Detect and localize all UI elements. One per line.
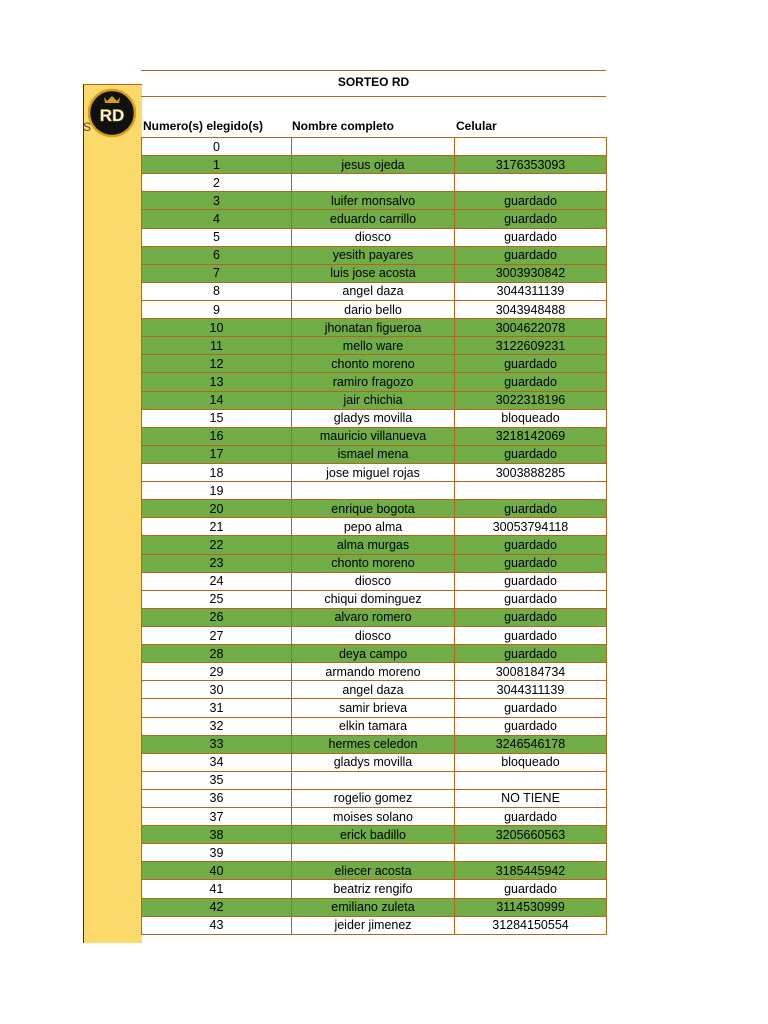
name-cell[interactable]: jhonatan figueroa <box>292 319 455 337</box>
number-cell[interactable]: 11 <box>142 337 292 355</box>
table-row <box>142 753 607 771</box>
number-cell[interactable]: 32 <box>142 717 292 735</box>
sidebar-band <box>83 84 142 943</box>
name-cell[interactable]: alma murgas <box>292 536 455 554</box>
phone-cell[interactable]: 3044311139 <box>455 282 607 300</box>
number-cell[interactable]: 36 <box>142 789 292 807</box>
table-row <box>142 246 607 264</box>
header-name: Nombre completo <box>292 119 395 133</box>
number-cell[interactable]: 39 <box>142 844 292 862</box>
table-row <box>142 138 607 156</box>
phone-cell[interactable]: 3004622078 <box>455 319 607 337</box>
number-cell[interactable]: 27 <box>142 626 292 644</box>
name-cell[interactable]: diosco <box>292 572 455 590</box>
number-cell[interactable]: 15 <box>142 409 292 427</box>
name-cell[interactable]: alvaro romero <box>292 608 455 626</box>
phone-cell[interactable] <box>455 771 607 789</box>
number-cell[interactable]: 8 <box>142 282 292 300</box>
table-row <box>142 463 607 481</box>
table-row <box>142 717 607 735</box>
table-row <box>142 500 607 518</box>
name-cell[interactable]: pepo alma <box>292 518 455 536</box>
number-cell[interactable]: 5 <box>142 228 292 246</box>
phone-cell[interactable]: guardado <box>455 808 607 826</box>
number-cell[interactable]: 10 <box>142 319 292 337</box>
name-cell[interactable]: deya campo <box>292 645 455 663</box>
table-row <box>142 409 607 427</box>
table-row <box>142 880 607 898</box>
phone-cell[interactable] <box>455 174 607 192</box>
name-cell[interactable]: rogelio gomez <box>292 789 455 807</box>
phone-cell[interactable]: 3043948488 <box>455 300 607 318</box>
number-cell[interactable]: 33 <box>142 735 292 753</box>
table-row <box>142 771 607 789</box>
phone-cell[interactable]: 3185445942 <box>455 862 607 880</box>
name-cell[interactable]: diosco <box>292 626 455 644</box>
name-cell[interactable]: chonto moreno <box>292 554 455 572</box>
number-cell[interactable]: 26 <box>142 608 292 626</box>
table-row <box>142 427 607 445</box>
name-cell[interactable]: mauricio villanueva <box>292 427 455 445</box>
table-row <box>142 826 607 844</box>
table-row <box>142 572 607 590</box>
number-cell[interactable]: 7 <box>142 264 292 282</box>
table-row <box>142 608 607 626</box>
phone-cell[interactable]: guardado <box>455 554 607 572</box>
phone-cell[interactable] <box>455 138 607 156</box>
number-cell[interactable]: 24 <box>142 572 292 590</box>
name-cell[interactable] <box>292 771 455 789</box>
number-cell[interactable]: 40 <box>142 862 292 880</box>
table-row <box>142 590 607 608</box>
phone-cell[interactable] <box>455 482 607 500</box>
name-cell[interactable] <box>292 844 455 862</box>
name-cell[interactable]: jose miguel rojas <box>292 463 455 481</box>
name-cell[interactable]: chonto moreno <box>292 355 455 373</box>
phone-cell[interactable]: 3114530999 <box>455 898 607 916</box>
number-cell[interactable]: 23 <box>142 554 292 572</box>
table-row <box>142 174 607 192</box>
name-cell[interactable]: enrique bogota <box>292 500 455 518</box>
name-cell[interactable]: elkin tamara <box>292 717 455 735</box>
number-cell[interactable]: 29 <box>142 663 292 681</box>
table-row <box>142 898 607 916</box>
table-row <box>142 663 607 681</box>
table-row <box>142 300 607 318</box>
phone-cell[interactable]: 3205660563 <box>455 826 607 844</box>
phone-cell[interactable]: guardado <box>455 228 607 246</box>
number-cell[interactable]: 2 <box>142 174 292 192</box>
name-cell[interactable]: dario bello <box>292 300 455 318</box>
table-row <box>142 916 607 934</box>
number-cell[interactable]: 16 <box>142 427 292 445</box>
table-row <box>142 735 607 753</box>
name-cell[interactable]: moises solano <box>292 808 455 826</box>
number-cell[interactable]: 28 <box>142 645 292 663</box>
name-cell[interactable]: eduardo carrillo <box>292 210 455 228</box>
phone-cell[interactable] <box>455 844 607 862</box>
table-row <box>142 645 607 663</box>
name-cell[interactable]: jesus ojeda <box>292 156 455 174</box>
number-cell[interactable]: 31 <box>142 699 292 717</box>
number-cell[interactable]: 0 <box>142 138 292 156</box>
table-row <box>142 210 607 228</box>
table-row <box>142 282 607 300</box>
name-cell[interactable]: erick badillo <box>292 826 455 844</box>
table-row <box>142 264 607 282</box>
number-cell[interactable]: 4 <box>142 210 292 228</box>
name-cell[interactable]: armando moreno <box>292 663 455 681</box>
number-cell[interactable]: 35 <box>142 771 292 789</box>
phone-cell[interactable]: guardado <box>455 590 607 608</box>
table-row <box>142 445 607 463</box>
number-cell[interactable]: 22 <box>142 536 292 554</box>
table-row <box>142 808 607 826</box>
number-cell[interactable]: 34 <box>142 753 292 771</box>
raffle-table <box>141 137 607 935</box>
number-cell[interactable]: 3 <box>142 192 292 210</box>
phone-cell[interactable]: guardado <box>455 246 607 264</box>
table-row <box>142 626 607 644</box>
number-cell[interactable]: 9 <box>142 300 292 318</box>
phone-cell[interactable]: 3218142069 <box>455 427 607 445</box>
table-row <box>142 337 607 355</box>
table-row <box>142 518 607 536</box>
number-cell[interactable]: 19 <box>142 482 292 500</box>
number-cell[interactable]: 43 <box>142 916 292 934</box>
table-row <box>142 373 607 391</box>
phone-cell[interactable]: guardado <box>455 373 607 391</box>
number-cell[interactable]: 6 <box>142 246 292 264</box>
name-cell[interactable]: jair chichia <box>292 391 455 409</box>
header-number: Numero(s) elegido(s) <box>143 119 264 133</box>
name-cell[interactable]: gladys movilla <box>292 753 455 771</box>
phone-cell[interactable]: guardado <box>455 536 607 554</box>
number-cell[interactable]: 1 <box>142 156 292 174</box>
number-cell[interactable]: 41 <box>142 880 292 898</box>
phone-cell[interactable]: 3008184734 <box>455 663 607 681</box>
table-row <box>142 844 607 862</box>
rd-logo <box>87 88 137 138</box>
name-cell[interactable]: eliecer acosta <box>292 862 455 880</box>
phone-cell[interactable]: guardado <box>455 445 607 463</box>
sheet-title-row <box>141 70 606 97</box>
name-cell[interactable]: ismael mena <box>292 445 455 463</box>
number-cell[interactable]: 38 <box>142 826 292 844</box>
name-cell[interactable]: luifer monsalvo <box>292 192 455 210</box>
table-row <box>142 862 607 880</box>
table-row <box>142 156 607 174</box>
phone-cell[interactable]: bloqueado <box>455 753 607 771</box>
number-cell[interactable]: 12 <box>142 355 292 373</box>
number-cell[interactable]: 25 <box>142 590 292 608</box>
phone-cell[interactable]: 3246546178 <box>455 735 607 753</box>
name-cell[interactable]: ramiro fragozo <box>292 373 455 391</box>
phone-cell[interactable]: guardado <box>455 880 607 898</box>
phone-cell[interactable]: guardado <box>455 192 607 210</box>
phone-cell[interactable]: 30053794118 <box>455 518 607 536</box>
name-cell[interactable]: samir brieva <box>292 699 455 717</box>
side-label: S <box>83 120 92 134</box>
phone-cell[interactable]: guardado <box>455 699 607 717</box>
logo-text: RD <box>99 106 125 125</box>
phone-cell[interactable]: 3022318196 <box>455 391 607 409</box>
number-cell[interactable]: 13 <box>142 373 292 391</box>
table-row <box>142 192 607 210</box>
number-cell[interactable]: 18 <box>142 463 292 481</box>
name-cell[interactable]: luis jose acosta <box>292 264 455 282</box>
name-cell[interactable] <box>292 138 455 156</box>
name-cell[interactable]: angel daza <box>292 282 455 300</box>
number-cell[interactable]: 14 <box>142 391 292 409</box>
name-cell[interactable] <box>292 482 455 500</box>
name-cell[interactable]: hermes celedon <box>292 735 455 753</box>
table-row <box>142 355 607 373</box>
phone-cell[interactable]: guardado <box>455 572 607 590</box>
phone-cell[interactable]: 3122609231 <box>455 337 607 355</box>
phone-cell[interactable]: guardado <box>455 210 607 228</box>
phone-cell[interactable]: guardado <box>455 500 607 518</box>
phone-cell[interactable]: NO TIENE <box>455 789 607 807</box>
phone-cell[interactable]: 3176353093 <box>455 156 607 174</box>
number-cell[interactable]: 21 <box>142 518 292 536</box>
table-row <box>142 554 607 572</box>
table-row <box>142 319 607 337</box>
phone-cell[interactable]: guardado <box>455 355 607 373</box>
phone-cell[interactable]: 3003930842 <box>455 264 607 282</box>
phone-cell[interactable]: guardado <box>455 645 607 663</box>
number-cell[interactable]: 20 <box>142 500 292 518</box>
number-cell[interactable]: 30 <box>142 681 292 699</box>
table-row <box>142 391 607 409</box>
name-cell[interactable]: mello ware <box>292 337 455 355</box>
phone-cell[interactable]: bloqueado <box>455 409 607 427</box>
table-row <box>142 482 607 500</box>
number-cell[interactable]: 37 <box>142 808 292 826</box>
phone-cell[interactable]: guardado <box>455 717 607 735</box>
header-phone: Celular <box>456 119 497 133</box>
name-cell[interactable]: emiliano zuleta <box>292 898 455 916</box>
table-row <box>142 699 607 717</box>
phone-cell[interactable]: guardado <box>455 626 607 644</box>
phone-cell[interactable]: 31284150554 <box>455 916 607 934</box>
table-row <box>142 228 607 246</box>
number-cell[interactable]: 17 <box>142 445 292 463</box>
name-cell[interactable]: gladys movilla <box>292 409 455 427</box>
phone-cell[interactable]: 3044311139 <box>455 681 607 699</box>
phone-cell[interactable]: 3003888285 <box>455 463 607 481</box>
name-cell[interactable]: yesith payares <box>292 246 455 264</box>
name-cell[interactable]: chiqui dominguez <box>292 590 455 608</box>
table-row <box>142 536 607 554</box>
sheet-title: SORTEO RD <box>337 75 410 89</box>
table-row <box>142 789 607 807</box>
name-cell[interactable] <box>292 174 455 192</box>
number-cell[interactable]: 42 <box>142 898 292 916</box>
name-cell[interactable]: jeider jimenez <box>292 916 455 934</box>
table-row <box>142 681 607 699</box>
name-cell[interactable]: diosco <box>292 228 455 246</box>
phone-cell[interactable]: guardado <box>455 608 607 626</box>
name-cell[interactable]: angel daza <box>292 681 455 699</box>
name-cell[interactable]: beatriz rengifo <box>292 880 455 898</box>
